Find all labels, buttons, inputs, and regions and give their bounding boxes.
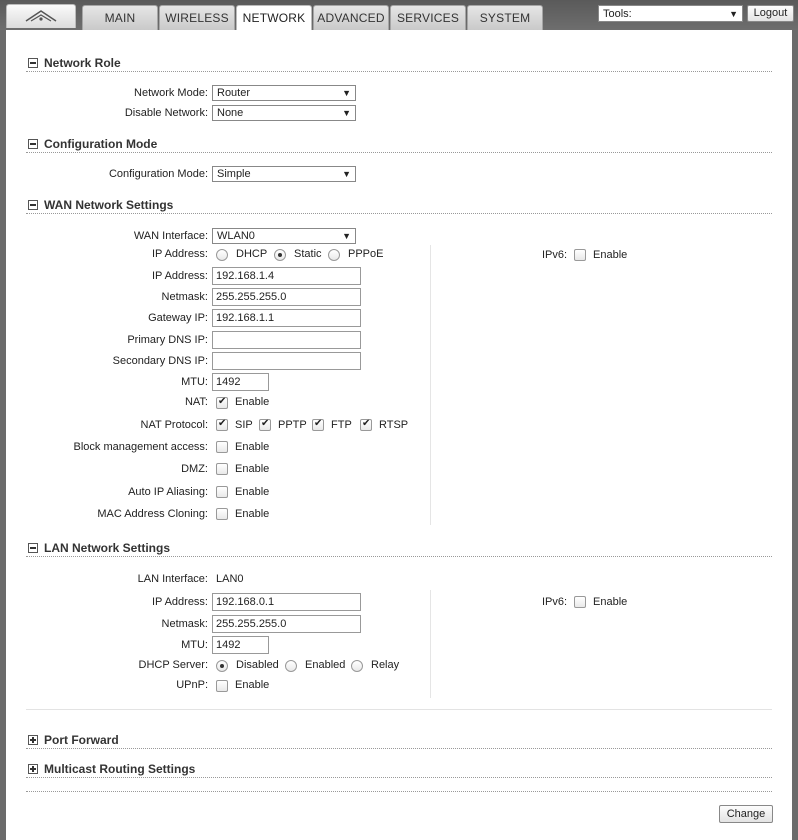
nat-ftp-checkbox[interactable] <box>312 419 324 431</box>
configuration-mode-label: Configuration Mode: <box>108 168 208 180</box>
wan-settings-header[interactable] <box>28 198 173 212</box>
dmz-enable-text: Enable <box>235 463 270 475</box>
column-divider <box>430 245 431 525</box>
wan-static-label: Static <box>294 248 322 260</box>
wan-netmask-input[interactable]: 255.255.255.0 <box>212 288 361 306</box>
dhcp-relay-radio[interactable] <box>351 660 363 672</box>
mac-clone-enable-text: Enable <box>235 508 270 520</box>
wan-ipv6-enable-text: Enable <box>593 249 628 261</box>
tab-system[interactable]: SYSTEM <box>467 5 543 30</box>
nat-checkbox[interactable] <box>216 397 228 409</box>
dhcp-enabled-label: Enabled <box>305 659 346 671</box>
wan-dhcp-radio[interactable] <box>216 249 228 261</box>
disable-network-select[interactable] <box>212 105 356 121</box>
mac-clone-checkbox[interactable] <box>216 508 228 520</box>
logout-button[interactable]: Logout <box>747 5 794 22</box>
wan-static-radio[interactable] <box>274 249 286 261</box>
primary-dns-input[interactable] <box>212 331 361 349</box>
upnp-label: UPnP: <box>176 679 208 691</box>
divider <box>26 152 772 153</box>
lan-ip-address-label: IP Address: <box>151 596 208 608</box>
dhcp-disabled-radio[interactable] <box>216 660 228 672</box>
divider <box>26 777 772 778</box>
divider <box>26 213 772 214</box>
network-settings-panel <box>6 30 792 840</box>
tab-main[interactable]: MAIN <box>82 5 158 30</box>
wan-gateway-input[interactable]: 192.168.1.1 <box>212 309 361 327</box>
upnp-enable-text: Enable <box>235 679 270 691</box>
nat-ftp-label: FTP <box>331 419 352 431</box>
tab-wireless[interactable]: WIRELESS <box>159 5 235 30</box>
dhcp-enabled-radio[interactable] <box>285 660 297 672</box>
configuration-mode-value: Simple <box>217 168 251 180</box>
configuration-mode-select[interactable] <box>212 166 356 182</box>
wan-gateway-label: Gateway IP: <box>148 312 208 324</box>
nat-rtsp-checkbox[interactable] <box>360 419 372 431</box>
chevron-down-icon: ▼ <box>342 88 351 98</box>
wan-mtu-input[interactable]: 1492 <box>212 373 269 391</box>
nat-label: NAT: <box>184 396 208 408</box>
tab-services[interactable]: SERVICES <box>390 5 466 30</box>
column-divider <box>430 590 431 698</box>
wan-ipv6-checkbox[interactable] <box>574 249 586 261</box>
network-role-header[interactable] <box>28 56 121 70</box>
dhcp-disabled-label: Disabled <box>236 659 279 671</box>
wan-interface-select[interactable] <box>212 228 356 244</box>
block-mgmt-label: Block management access: <box>73 441 208 453</box>
wan-ip-address-label: IP Address: <box>151 270 208 282</box>
section-title: Configuration Mode <box>44 137 158 151</box>
auto-ip-checkbox[interactable] <box>216 486 228 498</box>
section-title: WAN Network Settings <box>44 198 174 212</box>
lan-ipv6-enable-text: Enable <box>593 596 628 608</box>
divider <box>26 71 772 72</box>
change-button[interactable]: Change <box>719 805 773 823</box>
auto-ip-label: Auto IP Aliasing: <box>128 486 208 498</box>
lan-mtu-input[interactable]: 1492 <box>212 636 269 654</box>
network-mode-label: Network Mode: <box>134 87 208 99</box>
dmz-label: DMZ: <box>181 463 208 475</box>
nat-pptp-checkbox[interactable] <box>259 419 271 431</box>
chevron-down-icon: ▼ <box>342 108 351 118</box>
divider <box>26 709 772 710</box>
nat-protocol-label: NAT Protocol: <box>140 419 208 431</box>
lan-mtu-label: MTU: <box>181 639 208 651</box>
upnp-checkbox[interactable] <box>216 680 228 692</box>
tab-advanced[interactable]: ADVANCED <box>313 5 389 30</box>
dhcp-server-label: DHCP Server: <box>138 659 208 671</box>
secondary-dns-input[interactable] <box>212 352 361 370</box>
multicast-routing-header[interactable] <box>28 762 195 776</box>
network-mode-select[interactable] <box>212 85 356 101</box>
lan-interface-value: LAN0 <box>216 573 244 585</box>
lan-ipv6-label: IPv6: <box>542 596 568 608</box>
wan-ipv6-label: IPv6: <box>542 249 568 261</box>
wan-ip-address-input[interactable]: 192.168.1.4 <box>212 267 361 285</box>
section-title: LAN Network Settings <box>44 541 171 555</box>
lan-ip-address-input[interactable]: 192.168.0.1 <box>212 593 361 611</box>
wan-interface-value: WLAN0 <box>217 230 255 242</box>
collapse-icon[interactable] <box>28 139 38 149</box>
nat-enable-text: Enable <box>235 396 270 408</box>
wan-mtu-label: MTU: <box>181 376 208 388</box>
wan-interface-label: WAN Interface: <box>133 230 208 242</box>
nat-pptp-label: PPTP <box>278 419 307 431</box>
collapse-icon[interactable] <box>28 58 38 68</box>
nat-rtsp-label: RTSP <box>379 419 409 431</box>
top-navigation-bar <box>0 0 798 30</box>
primary-dns-label: Primary DNS IP: <box>127 334 208 346</box>
dmz-checkbox[interactable] <box>216 463 228 475</box>
nat-sip-label: SIP <box>235 419 253 431</box>
lan-settings-header[interactable] <box>28 541 170 555</box>
tools-dropdown-value: Tools: <box>603 8 632 20</box>
divider <box>26 791 772 792</box>
section-title: Multicast Routing Settings <box>44 762 196 776</box>
mac-clone-label: MAC Address Cloning: <box>97 508 208 520</box>
lan-netmask-label: Netmask: <box>161 618 208 630</box>
disable-network-value: None <box>217 107 244 119</box>
chevron-down-icon: ▼ <box>342 169 351 179</box>
chevron-down-icon: ▼ <box>729 9 738 19</box>
wan-pppoe-label: PPPoE <box>348 248 384 260</box>
divider <box>26 556 772 557</box>
port-forward-header[interactable] <box>28 733 119 747</box>
section-title: Port Forward <box>44 733 119 747</box>
disable-network-label: Disable Network: <box>124 107 208 119</box>
divider <box>26 748 772 749</box>
tab-network[interactable]: NETWORK <box>236 5 312 31</box>
wan-pppoe-radio[interactable] <box>328 249 340 261</box>
ubiquiti-logo <box>6 4 76 28</box>
chevron-down-icon: ▼ <box>342 231 351 241</box>
wan-netmask-label: Netmask: <box>161 291 208 303</box>
nat-sip-checkbox[interactable] <box>216 419 228 431</box>
configuration-mode-header[interactable] <box>28 137 157 151</box>
ubiquiti-logo-icon <box>25 9 59 23</box>
block-mgmt-checkbox[interactable] <box>216 441 228 453</box>
tools-dropdown[interactable] <box>598 5 743 22</box>
collapse-icon[interactable] <box>28 200 38 210</box>
lan-ipv6-checkbox[interactable] <box>574 596 586 608</box>
lan-interface-label: LAN Interface: <box>137 573 208 585</box>
section-title: Network Role <box>44 56 121 70</box>
wan-ip-mode-label: IP Address: <box>151 248 208 260</box>
secondary-dns-label: Secondary DNS IP: <box>112 355 208 367</box>
wan-dhcp-label: DHCP <box>236 248 268 260</box>
lan-netmask-input[interactable]: 255.255.255.0 <box>212 615 361 633</box>
dhcp-relay-label: Relay <box>371 659 400 671</box>
auto-ip-enable-text: Enable <box>235 486 270 498</box>
network-mode-value: Router <box>217 87 251 99</box>
collapse-icon[interactable] <box>28 543 38 553</box>
expand-icon[interactable] <box>28 735 38 745</box>
block-mgmt-enable-text: Enable <box>235 441 270 453</box>
expand-icon[interactable] <box>28 764 38 774</box>
